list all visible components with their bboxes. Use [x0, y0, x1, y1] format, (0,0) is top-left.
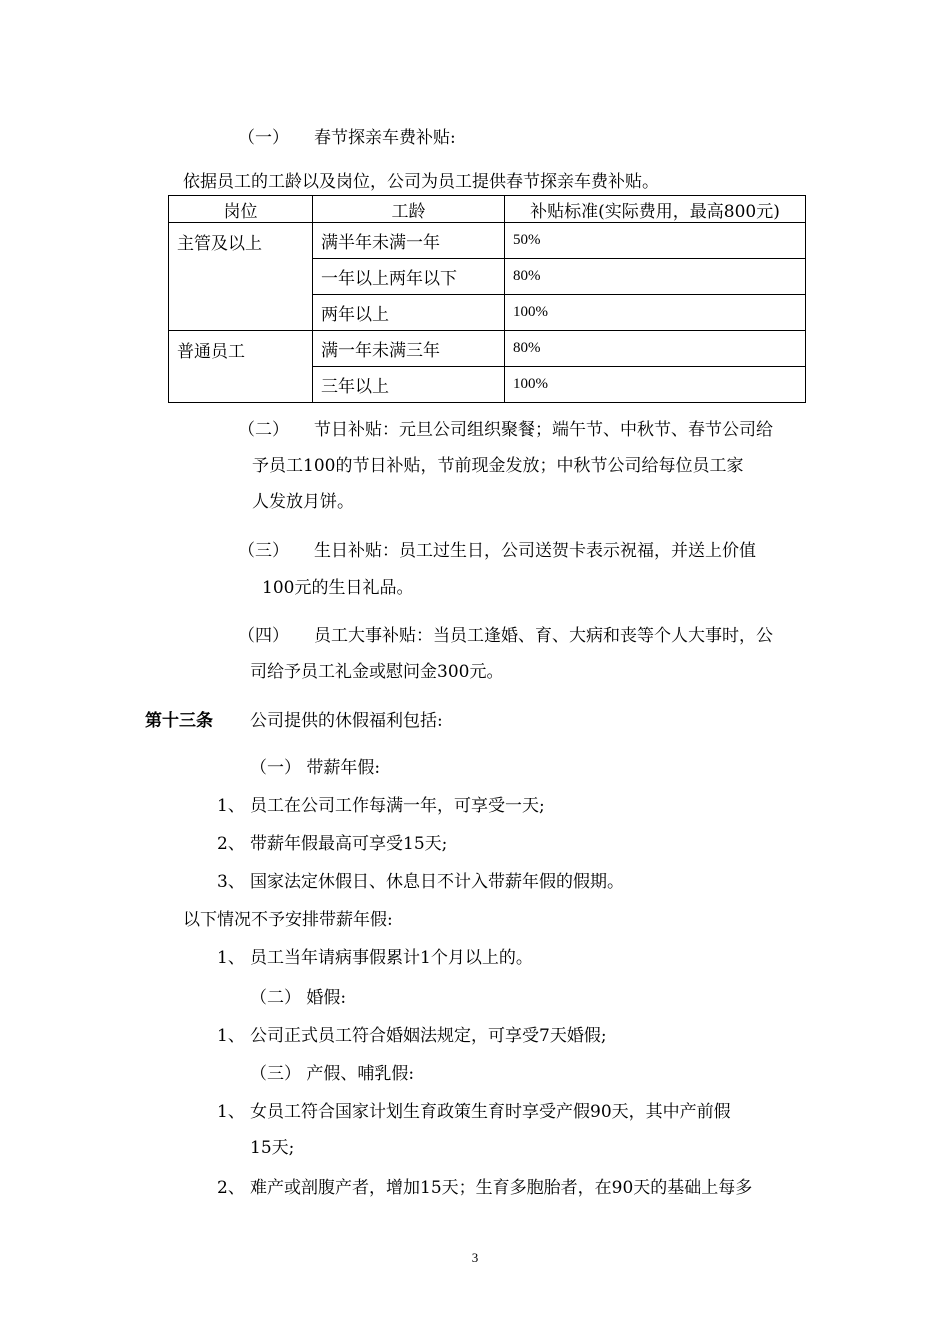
paragraph-line: 人发放月饼。 — [252, 492, 354, 512]
table-row — [169, 223, 806, 259]
list-number: 3、 — [217, 872, 245, 892]
rate-cell: 50% — [505, 223, 806, 259]
position-cell: 普通员工 — [169, 331, 313, 403]
table-header: 补贴标准(实际费用，最高800元) — [505, 196, 806, 223]
rate-cell: 100% — [505, 367, 806, 403]
list-item: 难产或剖腹产者，增加15天；生育多胞胎者，在90天的基础上每多 — [250, 1178, 753, 1198]
list-number: 1、 — [217, 1026, 245, 1046]
section-number: （一） — [238, 128, 289, 148]
table-header-row — [169, 196, 806, 223]
position-cell: 主管及以上 — [169, 223, 313, 331]
list-item: 女员工符合国家计划生育政策生育时享受产假90天，其中产前假 — [250, 1102, 731, 1122]
list-item: 带薪年假最高可享受15天; — [250, 834, 448, 854]
rate-cell: 80% — [505, 259, 806, 295]
paragraph-line: 节日补贴：元旦公司组织聚餐；端午节、中秋节、春节公司给 — [314, 420, 773, 440]
paragraph-line: 生日补贴：员工过生日，公司送贺卡表示祝福，并送上价值 — [314, 541, 756, 561]
table-intro: 依据员工的工龄以及岗位，公司为员工提供春节探亲车费补贴。 — [183, 172, 659, 192]
subsection-heading: （三） 产假、哺乳假: — [250, 1064, 415, 1084]
subsection-heading: （一） 带薪年假: — [250, 758, 381, 778]
exclusion-text: 以下情况不予安排带薪年假: — [183, 910, 393, 930]
table-row — [169, 331, 806, 367]
tenure-cell: 满半年未满一年 — [313, 223, 505, 259]
tenure-cell: 一年以上两年以下 — [313, 259, 505, 295]
section-number: （三） — [238, 541, 289, 561]
section-title: 春节探亲车费补贴: — [314, 128, 456, 148]
subsection-heading: （二） 婚假: — [250, 988, 347, 1008]
table-header: 岗位 — [169, 196, 313, 223]
rate-cell: 80% — [505, 331, 806, 367]
article-text: 公司提供的休假福利包括: — [250, 711, 443, 731]
rate-cell: 100% — [505, 295, 806, 331]
list-number: 2、 — [217, 1178, 245, 1198]
subsidy-table — [168, 195, 806, 403]
paragraph-line: 司给予员工礼金或慰问金300元。 — [250, 662, 504, 682]
list-item: 国家法定休假日、休息日不计入带薪年假的假期。 — [250, 872, 624, 892]
list-item: 员工在公司工作每满一年，可享受一天; — [250, 796, 545, 816]
list-number: 1、 — [217, 948, 245, 968]
tenure-cell: 满一年未满三年 — [313, 331, 505, 367]
section-number: （四） — [238, 626, 289, 646]
list-number: 2、 — [217, 834, 245, 854]
list-item: 公司正式员工符合婚姻法规定，可享受7天婚假; — [250, 1026, 607, 1046]
list-number: 1、 — [217, 796, 245, 816]
paragraph-line: 予员工100的节日补贴，节前现金发放；中秋节公司给每位员工家 — [252, 456, 744, 476]
article-label: 第十三条 — [145, 711, 213, 731]
paragraph-line: 100元的生日礼品。 — [262, 578, 414, 598]
list-number: 1、 — [217, 1102, 245, 1122]
page-number: 3 — [471, 1250, 479, 1265]
list-item-continuation: 15天; — [250, 1138, 295, 1158]
tenure-cell: 三年以上 — [313, 367, 505, 403]
tenure-cell: 两年以上 — [313, 295, 505, 331]
paragraph-line: 员工大事补贴：当员工逢婚、育、大病和丧等个人大事时，公 — [314, 626, 773, 646]
list-item: 员工当年请病事假累计1个月以上的。 — [250, 948, 533, 968]
section-number: （二） — [238, 420, 289, 440]
table-header: 工龄 — [313, 196, 505, 223]
